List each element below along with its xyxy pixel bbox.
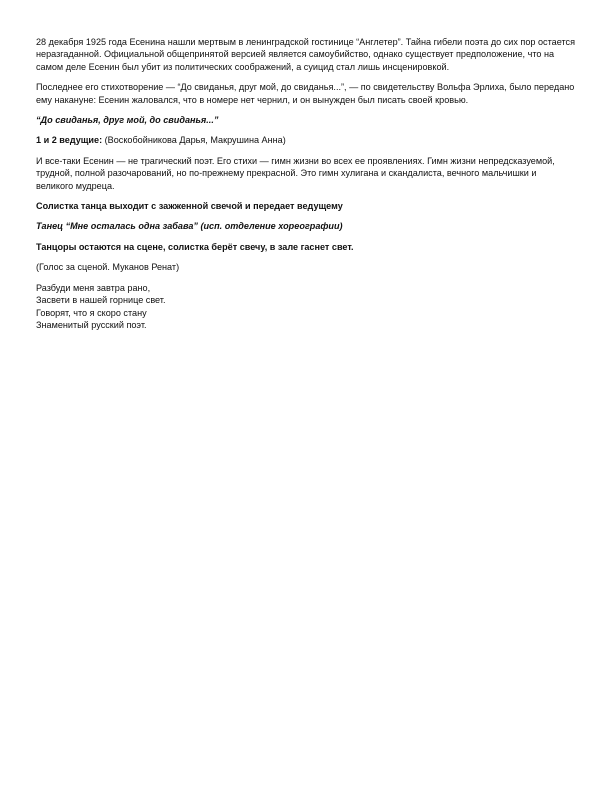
paragraph-death-of-esenin: 28 декабря 1925 года Есенина нашли мертвым в ленинградской гостинице “Англетер”. Тайна гибели поэта до сих пор остается неразгаданной. Официальной общепринятой версией является самоубийство, однако существует предположение, что на самом деле Есенин был убит из политических соображений, а суицид стал лишь инсценировкой.	[36, 37, 576, 72]
presenters-names: (Воскобойникова Дарья, Макрушина Анна)	[102, 135, 286, 146]
paragraph-hymn-of-life: И все-таки Есенин — не трагический поэт. Его стихи — гимн жизни во всех ее проявлениях. Гимн жизни непредсказуемой, трудной, полной разочарований, но по-прежнему прекрасной. Это гимн хулигана и скандалиста, вечного мальчишки и великого мудреца.	[36, 155, 555, 191]
poem-line: Знаменитый русский поэт.	[36, 319, 147, 330]
offstage-voice-note: (Голос за сценой. Муканов Ренат)	[36, 262, 180, 273]
stage-direction-soloist: Солистка танца выходит с зажженной свечой и передает ведущему	[36, 201, 343, 212]
document-page	[36, 36, 576, 331]
stage-direction-dance: Танец “Мне осталась одна забава” (исп. отделение хореографии)	[36, 221, 343, 232]
poem-title-quote: “До свиданья, друг мой, до свиданья...”	[36, 115, 219, 126]
poem-line: Засвети в нашей горнице свет.	[36, 295, 166, 306]
poem-line: Разбуди меня завтра рано,	[36, 282, 151, 293]
presenters-line	[36, 134, 576, 146]
stage-direction-dancers: Танцоры остаются на сцене, солистка берёт свечу, в зале гаснет свет.	[36, 241, 354, 252]
paragraph-last-poem: Последнее его стихотворение — “До свиданья, друг мой, до свиданья...”, — по свидетельству Вольфа Эрлиха, было передано ему накануне: Есенин жаловался, что в номере нет чернил, и он вынужден был писать своей кровью.	[36, 82, 575, 105]
poem-excerpt	[36, 282, 576, 332]
presenters-label: 1 и 2 ведущие:	[36, 135, 103, 146]
poem-line: Говорят, что я скоро стану	[36, 307, 147, 318]
